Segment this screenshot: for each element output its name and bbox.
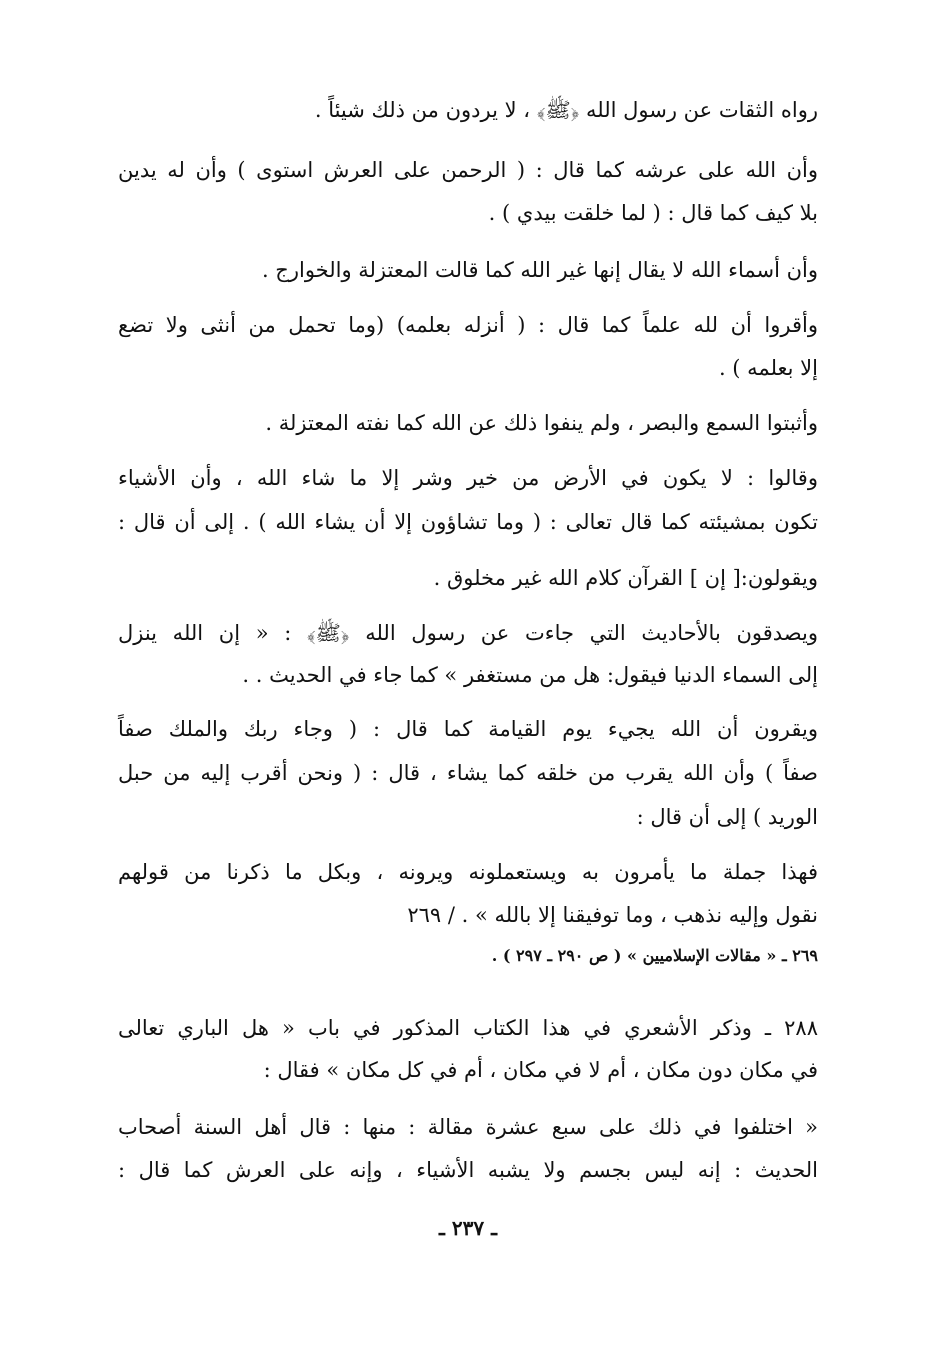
text-line: وأثبتوا السمع والبصر ، ولم ينفوا ذلك عن الله كما نفته المعتزلة . [265, 411, 818, 435]
text-line: « اختلفوا في ذلك على سبع عشرة مقالة : منها : قال أهل السنة أصحاب [118, 1115, 818, 1139]
text-line: وأن الله على عرشه كما قال : ( الرحمن على العرش استوى ) وأن له يدين [118, 158, 818, 182]
text-line: صفاً ) وأن الله يقرب من خلقه كما يشاء ، قال : ( ونحن أقرب إليه من حبل [118, 761, 818, 785]
text-line: نقول وإليه نذهب ، وما توفيقنا إلا بالله » . / ٢٦٩ [407, 903, 818, 927]
text-line: الحديث : إنه ليس بجسم ولا يشبه الأشياء ، وإنه على العرش كما قال : [118, 1158, 818, 1182]
footnote: ٢٦٩ ـ « مقالات الإسلاميين » ( ص ٢٩٠ ـ ٢٩٧ ) . [491, 946, 818, 965]
page-number: ـ ٢٣٧ ـ [439, 1216, 497, 1240]
text-line: فهذا جملة ما يأمرون به ويستعملونه ويرونه ، وبكل ما ذكرنا من قولهم [118, 860, 818, 884]
text-line: وأقروا أن لله علماً كما قال : ( أنزله بعلمه) (وما تحمل من أنثى ولا تضع [118, 313, 818, 337]
text-line: ويصدقون بالأحاديث التي جاءت عن رسول الله ﴿ﷺ﴾ : « إن الله ينزل [118, 621, 818, 645]
text-line: تكون بمشيئته كما قال تعالى : ( وما تشاؤون إلا أن يشاء الله ) . إلى أن قال : [118, 510, 818, 534]
text-line: وقالوا : لا يكون في الأرض من خير وشر إلا ما شاء الله ، وأن الأشياء [118, 466, 818, 490]
text-line: ٢٨٨ ـ وذكر الأشعري في هذا الكتاب المذكور في باب « هل الباري تعالى [118, 1016, 818, 1040]
text-line: في مكان دون مكان ، أم لا في مكان ، أم في كل مكان » فقال : [263, 1058, 818, 1082]
text-line: وأن أسماء الله لا يقال إنها غير الله كما قالت المعتزلة والخوارج . [261, 258, 818, 282]
text-line: ويقولون:[ إن ] القرآن كلام الله غير مخلوق . [433, 566, 818, 590]
text-line: رواه الثقات عن رسول الله ﴿ﷺ﴾ ، لا يردون من ذلك شيئاً . [314, 98, 818, 122]
text-line: الوريد ) إلى أن قال : [636, 805, 818, 829]
text-line: ويقرون أن الله يجيء يوم القيامة كما قال : ( وجاء ربك والملك صفاً [118, 717, 818, 741]
text-line: إلا بعلمه ) . [718, 356, 818, 380]
text-line: إلى السماء الدنيا فيقول: هل من مستغفر » كما جاء في الحديث . . [242, 663, 818, 687]
text-line: بلا كيف كما قال : ( لما خلقت بيدي ) . [488, 201, 818, 225]
